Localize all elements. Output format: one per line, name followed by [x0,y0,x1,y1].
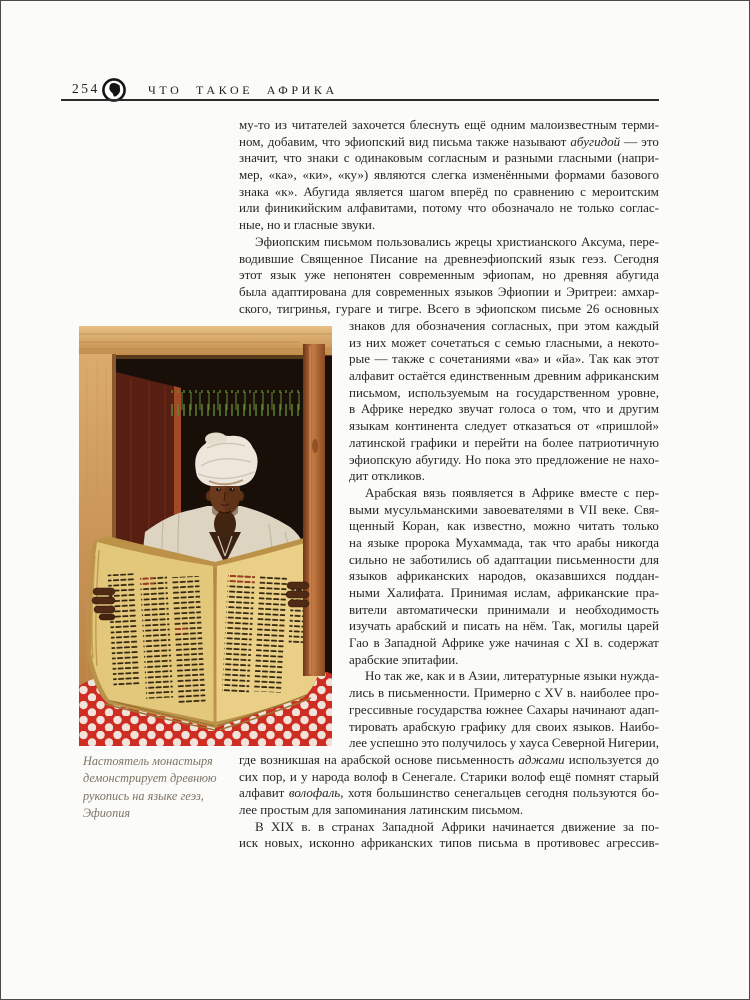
header-rule [61,99,659,101]
text-line: мер, «ка», «ки», «ку») являются слегка изменёнными формами базового [239,167,659,183]
text-line: значит, что знаки с одинаковым согласным и разными гласными (напри- [239,150,659,166]
text-line: Арабская вязь появляется в Африке вместе с пер- [365,484,659,500]
text-line: В XIX в. в странах Западной Африки начинается движение за по- [255,818,659,834]
text-line: этот язык уже непонятен современным эфиопам, но древняя абугида [239,267,659,283]
text-line: арабские эпитафии. [349,651,459,667]
text-line: рые — также с сочетаниями «ва» и «йа». Так как этот [349,351,659,367]
photo-monk-manuscript [79,326,332,746]
eye-right [229,488,234,491]
text-line: алфавит волофаль, хотя большинство сенегальцев сегодня пользуются бо- [239,785,659,801]
body-text-bottom [239,752,659,852]
text-line: вители автоматически принимали и необходимость [349,601,659,617]
text-line: сих пор, и у народа волоф в Сенегале. Старики волоф ещё помнят старый [239,768,659,784]
text-line: эфиопскую абугиду. Но пока это предложение не нахо- [349,451,659,467]
text-line: иск новых, исконно африканских типов письма в противовес агрессив- [239,835,659,851]
text-line: где возникшая на арабской основе письменность аджами используется до [239,752,659,767]
text-line: лее успешно это получилось у хауса Северной Нигерии, [349,735,659,751]
text-line: ном, добавим, что эфиопский вид письма также называют абугидой — это [239,133,659,149]
text-line: письмом, используемым на государственном уровне, [349,384,659,400]
text-line: латинской графики и перейти на более патриотичную [349,434,659,450]
text-line: изучать арабский и писать на нём. Так, могилы царей [349,618,659,634]
text-line: тировать арабскую графику для своих языков. Наибо- [349,718,659,734]
text-line: в Африке нередко звучат голоса о том, что и другим [349,401,659,417]
text-line: водившие Священное Писание на древнеэфиопский язык геэз. Сегодня [239,250,659,266]
text-line: му-то из читателей захочется блеснуть ещё одним малоизвестным терми- [239,117,659,132]
geez-script-left [108,570,206,707]
text-line: из них может сочетаться с семью гласными, а некото- [349,334,659,350]
right-hand [286,582,309,607]
text-line: демонстрирует древнюю [83,771,217,786]
manuscript-book [87,534,331,730]
text-line: дит откликов. [349,468,425,484]
text-line: ные, но и гласные звуки. [239,217,376,233]
running-head: ЧТО ТАКОЕ АФРИКА [148,83,338,97]
page-number: 254 [72,81,100,96]
text-line: знака «к». Абугида является шагом вперёд по сравнению с мероитским [239,183,659,199]
text-line: на языке пророка Мухаммада, так что арабы никогда [349,534,659,550]
body-text-beside-photo [349,318,659,752]
text-line: была адаптирована для современных языков Эфиопии и Эритреи: амхар- [239,283,659,299]
text-line: лее простым для запоминания латинским письмом. [239,802,524,818]
text-line: сильно не заботились об адаптации письменности для [349,551,659,567]
eye-left [216,488,221,491]
text-line: грессивные государства южнее Сахары начинают адап- [349,701,659,717]
text-line: языков африканских народов, оказавшихся поддан- [349,568,659,584]
text-line: или финикийским алфавитами, потому что обозначало не только соглас- [239,200,659,216]
text-line: щенный Коран, как известно, можно читать только [349,518,659,534]
text-line: Эфиопия [83,805,131,820]
body-text-top [239,117,659,317]
photo-caption [83,753,253,822]
text-line: Гао в Западной Африке уже начиная с XI в. содержат [349,635,659,651]
text-line: ского, тигринья, гураге и тигре. Всего в эфиопском письме 26 основных [239,300,659,316]
text-line: лись в письменности. Примерно с XV в. наиболее про- [349,685,659,701]
text-line: знаков для обозначения согласных, при этом каждый [349,318,659,333]
text-line: выми мусульманскими завоевателями в VII веке. Свя- [349,501,659,517]
window-post [303,344,332,676]
text-line: Но так же, как и в Азии, литературные языки нужда- [365,668,659,684]
text-line: алфавит остаётся единственным древним африканским [349,368,659,384]
text-line: ными Халифата. Принимая ислам, африканские пра- [349,585,659,600]
text-line: языкам континента следует отказаться от «пришлой» [349,418,659,434]
text-line: Эфиопским письмом пользовались жрецы христианского Аксума, пере- [255,233,659,249]
text-line: рукопись на языке геэз, [83,788,204,803]
text-line: Настоятель монастыря [83,754,213,768]
